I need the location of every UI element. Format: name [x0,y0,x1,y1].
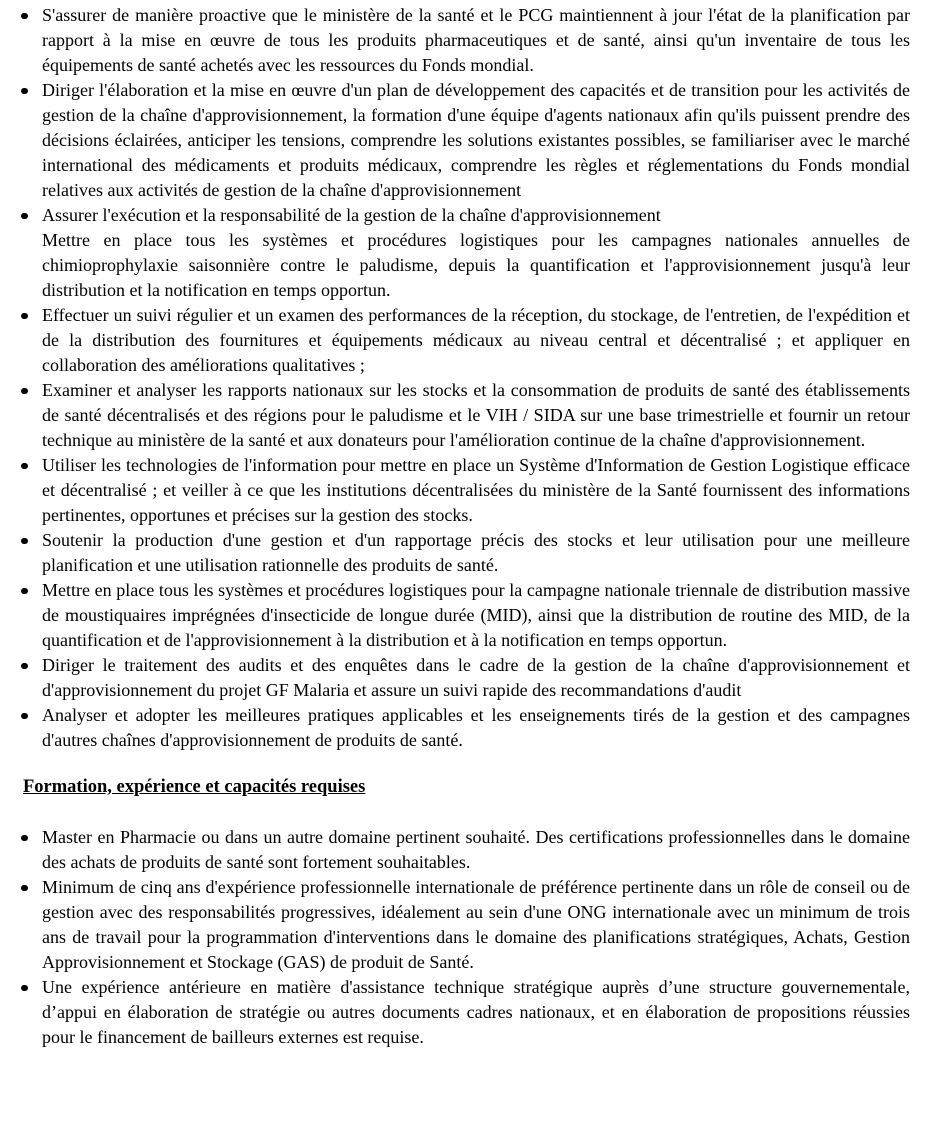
requirements-heading: Formation, expérience et capacités requises [23,777,366,797]
bullet-icon [21,13,28,20]
bullet-icon [21,213,28,220]
requirement-item [18,975,910,1050]
responsibility-item [18,453,910,528]
responsibility-item [18,528,910,578]
responsibility-text: S'assurer de manière proactive que le ministère de la santé et le PCG maintiennent à jour l'état de la planification par rapport à la mise en œuvre de tous les produits pharmaceutiques et de santé, ainsi qu'un inventaire de tous les équipements de santé achetés avec les ressources du Fonds mondial. [42,5,910,75]
bullet-icon [21,388,28,395]
bullet-icon [21,835,28,842]
requirement-text: Master en Pharmacie ou dans un autre domaine pertinent souhaité. Des certifications professionnelles dans le domaine des achats de produits de santé sont fortement souhaitables. [42,827,910,872]
bullet-icon [21,588,28,595]
bullet-icon [21,985,28,992]
requirement-item [18,875,910,975]
responsibility-item [18,203,910,303]
requirement-text: Une expérience antérieure en matière d'assistance technique stratégique auprès d’une structure gouvernementale, d’appui en élaboration de stratégie ou autres documents cadres nationaux, et en élaboration de propositions réussies pour le financement de bailleurs externes est requise. [42,977,910,1047]
bullet-icon [21,885,28,892]
responsibility-text: Mettre en place tous les systèmes et procédures logistiques pour la campagne nationale triennale de distribution massive de moustiquaires imprégnées d'insecticide de longue durée (MID), ainsi que la distribution de routine des MID, de la quantification et de l'approvisionnement à la distribution et à la notification en temps opportun. [42,580,910,650]
bullet-icon [21,463,28,470]
responsibility-item [18,653,910,703]
responsibilities-list [18,3,910,753]
bullet-icon [21,313,28,320]
responsibility-item [18,578,910,653]
responsibility-text: Assurer l'exécution et la responsabilité de la gestion de la chaîne d'approvisionnement [42,205,661,225]
requirement-item [18,825,910,875]
bullet-icon [21,713,28,720]
responsibility-text-continued: Mettre en place tous les systèmes et procédures logistiques pour les campagnes nationales annuelles de chimioprophylaxie saisonnière contre le paludisme, depuis la quantification et l'approvisionnement jusqu'à leur distribution et la notification en temps opportun. [42,230,910,300]
responsibility-text: Analyser et adopter les meilleures pratiques applicables et les enseignements tirés de la gestion et des campagnes d'autres chaînes d'approvisionnement de produits de santé. [42,705,910,750]
responsibility-item [18,78,910,203]
responsibility-text: Soutenir la production d'une gestion et d'un rapportage précis des stocks et leur utilisation pour une meilleure planification et une utilisation rationnelle des produits de santé. [42,530,910,575]
responsibility-item [18,303,910,378]
responsibility-text: Diriger le traitement des audits et des enquêtes dans le cadre de la gestion de la chaîne d'approvisionnement et d'approvisionnement du projet GF Malaria et assure un suivi rapide des recommandations d'audit [42,655,910,700]
bullet-icon [21,88,28,95]
responsibility-text: Effectuer un suivi régulier et un examen des performances de la réception, du stockage, de l'entretien, de l'expédition et de la distribution des fournitures et équipements médicaux au niveau central et décentralisé ; et appliquer en collaboration des améliorations qualitatives ; [42,305,910,375]
bullet-icon [21,538,28,545]
requirements-list [18,825,910,1050]
responsibility-item [18,378,910,453]
responsibility-text: Diriger l'élaboration et la mise en œuvre d'un plan de développement des capacités et de transition pour les activités de gestion de la chaîne d'approvisionnement, la formation d'une équipe d'agents nationaux afin qu'ils puissent prendre des décisions éclairées, anticiper les tensions, comprendre les solutions existantes possibles, se familiariser avec le marché international des médicaments et produits médicaux, comprendre les règles et réglementations du Fonds mondial relatives aux activités de gestion de la chaîne d'approvisionnement [42,80,910,200]
responsibility-item [18,703,910,753]
responsibility-text: Utiliser les technologies de l'information pour mettre en place un Système d'Information de Gestion Logistique efficace et décentralisé ; et veiller à ce que les institutions décentralisées du ministère de la Santé fournissent des informations pertinentes, opportunes et précises sur la gestion des stocks. [42,455,910,525]
responsibility-item [18,3,910,78]
responsibility-text: Examiner et analyser les rapports nationaux sur les stocks et la consommation de produits de santé des établissements de santé décentralisés et des régions pour le paludisme et le VIH / SIDA sur une base trimestrielle et fournir un retour technique au ministère de la santé et aux donateurs pour l'amélioration continue de la chaîne d'approvisionnement. [42,380,910,450]
requirement-text: Minimum de cinq ans d'expérience professionnelle internationale de préférence pertinente dans un rôle de conseil ou de gestion avec des responsabilités progressives, idéalement au sein d'une ONG internationale avec un minimum de trois ans de travail pour la programmation d'interventions dans le domaine des planifications stratégiques, Achats, Gestion Approvisionnement et Stockage (GAS) de produit de Santé. [42,877,910,972]
bullet-icon [21,663,28,670]
